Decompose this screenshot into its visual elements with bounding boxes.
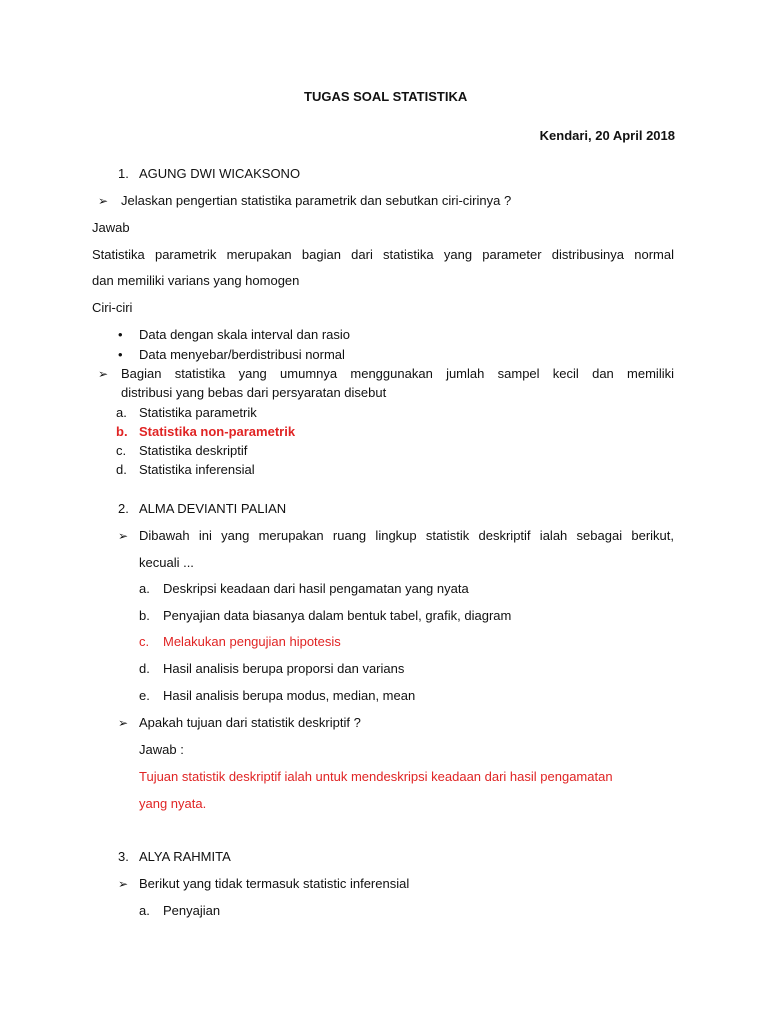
s1-q1-answer-line2: dan memiliki varians yang homogen [92, 273, 300, 288]
arrow-bullet-icon: ➢ [118, 716, 129, 730]
s1-q1-jawab-label: Jawab [92, 220, 130, 235]
s2-q1-question-line1: Dibawah ini yang merupakan ruang lingkup statistik deskriptif ialah sebagai berikut, [139, 528, 674, 543]
s1-option-text: Statistika deskriptif [139, 443, 248, 458]
s1-option-text-correct: Statistika non-parametrik [139, 424, 296, 439]
section-3-name: ALYA RAHMITA [139, 849, 231, 864]
s2-q2-question: Apakah tujuan dari statistik deskriptif ? [139, 715, 361, 730]
section-2-name: ALMA DEVIANTI PALIAN [139, 501, 287, 516]
s1-option-letter: d. [116, 462, 127, 477]
s2-option-text: Hasil analisis berupa proporsi dan varians [163, 661, 405, 676]
s3-q1-question: Berikut yang tidak termasuk statistic inferensial [139, 876, 410, 891]
s1-q1-question: Jelaskan pengertian statistika parametrik dan sebutkan ciri-cirinya ? [121, 193, 512, 208]
s2-q1-question-line2: kecuali ... [139, 555, 194, 570]
s3-option-letter: a. [139, 903, 150, 918]
section-2-number: 2. [118, 501, 129, 516]
arrow-bullet-icon: ➢ [118, 877, 129, 891]
s2-option-letter: b. [139, 608, 150, 623]
section-1-number: 1. [118, 166, 129, 181]
s1-q2-question-line1: Bagian statistika yang umumnya menggunakan jumlah sampel kecil dan memiliki [121, 366, 674, 381]
s1-q1-answer-line1: Statistika parametrik merupakan bagian dari statistika yang parameter distribusinya normal [92, 247, 674, 262]
s1-ciri-item: Data menyebar/berdistribusi normal [139, 347, 345, 362]
bullet-icon: • [118, 347, 123, 362]
s2-option-letter-correct: c. [139, 634, 150, 649]
s3-option-text: Penyajian [163, 903, 221, 918]
s1-ciri-item: Data dengan skala interval dan rasio [139, 327, 351, 342]
bullet-icon: • [118, 327, 123, 342]
s1-q2-question-line2: distribusi yang bebas dari persyaratan disebut [121, 385, 387, 400]
s2-q2-answer-line2: yang nyata. [139, 796, 207, 811]
s1-q1-ciri-label: Ciri-ciri [92, 300, 133, 315]
s1-option-letter-correct: b. [116, 424, 128, 439]
arrow-bullet-icon: ➢ [118, 529, 129, 543]
section-1-name: AGUNG DWI WICAKSONO [139, 166, 301, 181]
arrow-bullet-icon: ➢ [98, 194, 109, 208]
s2-option-letter: e. [139, 688, 150, 703]
document-title: TUGAS SOAL STATISTIKA [304, 89, 468, 104]
s2-option-text: Penyajian data biasanya dalam bentuk tabel, grafik, diagram [163, 608, 512, 623]
s2-option-text: Hasil analisis berupa modus, median, mean [163, 688, 416, 703]
s1-option-letter: a. [116, 405, 127, 420]
s2-option-letter: d. [139, 661, 150, 676]
s2-q2-answer-line1: Tujuan statistik deskriptif ialah untuk mendeskripsi keadaan dari hasil pengamatan [139, 769, 613, 784]
s1-option-letter: c. [116, 443, 127, 458]
s1-option-text: Statistika parametrik [139, 405, 257, 420]
s2-q2-jawab-label: Jawab : [139, 742, 184, 757]
s2-option-text-correct: Melakukan pengujian hipotesis [163, 634, 341, 649]
s2-option-text: Deskripsi keadaan dari hasil pengamatan yang nyata [163, 581, 469, 596]
s1-option-text: Statistika inferensial [139, 462, 255, 477]
s2-option-letter: a. [139, 581, 150, 596]
section-3-number: 3. [118, 849, 129, 864]
arrow-bullet-icon: ➢ [98, 367, 109, 381]
place-date: Kendari, 20 April 2018 [539, 128, 675, 143]
